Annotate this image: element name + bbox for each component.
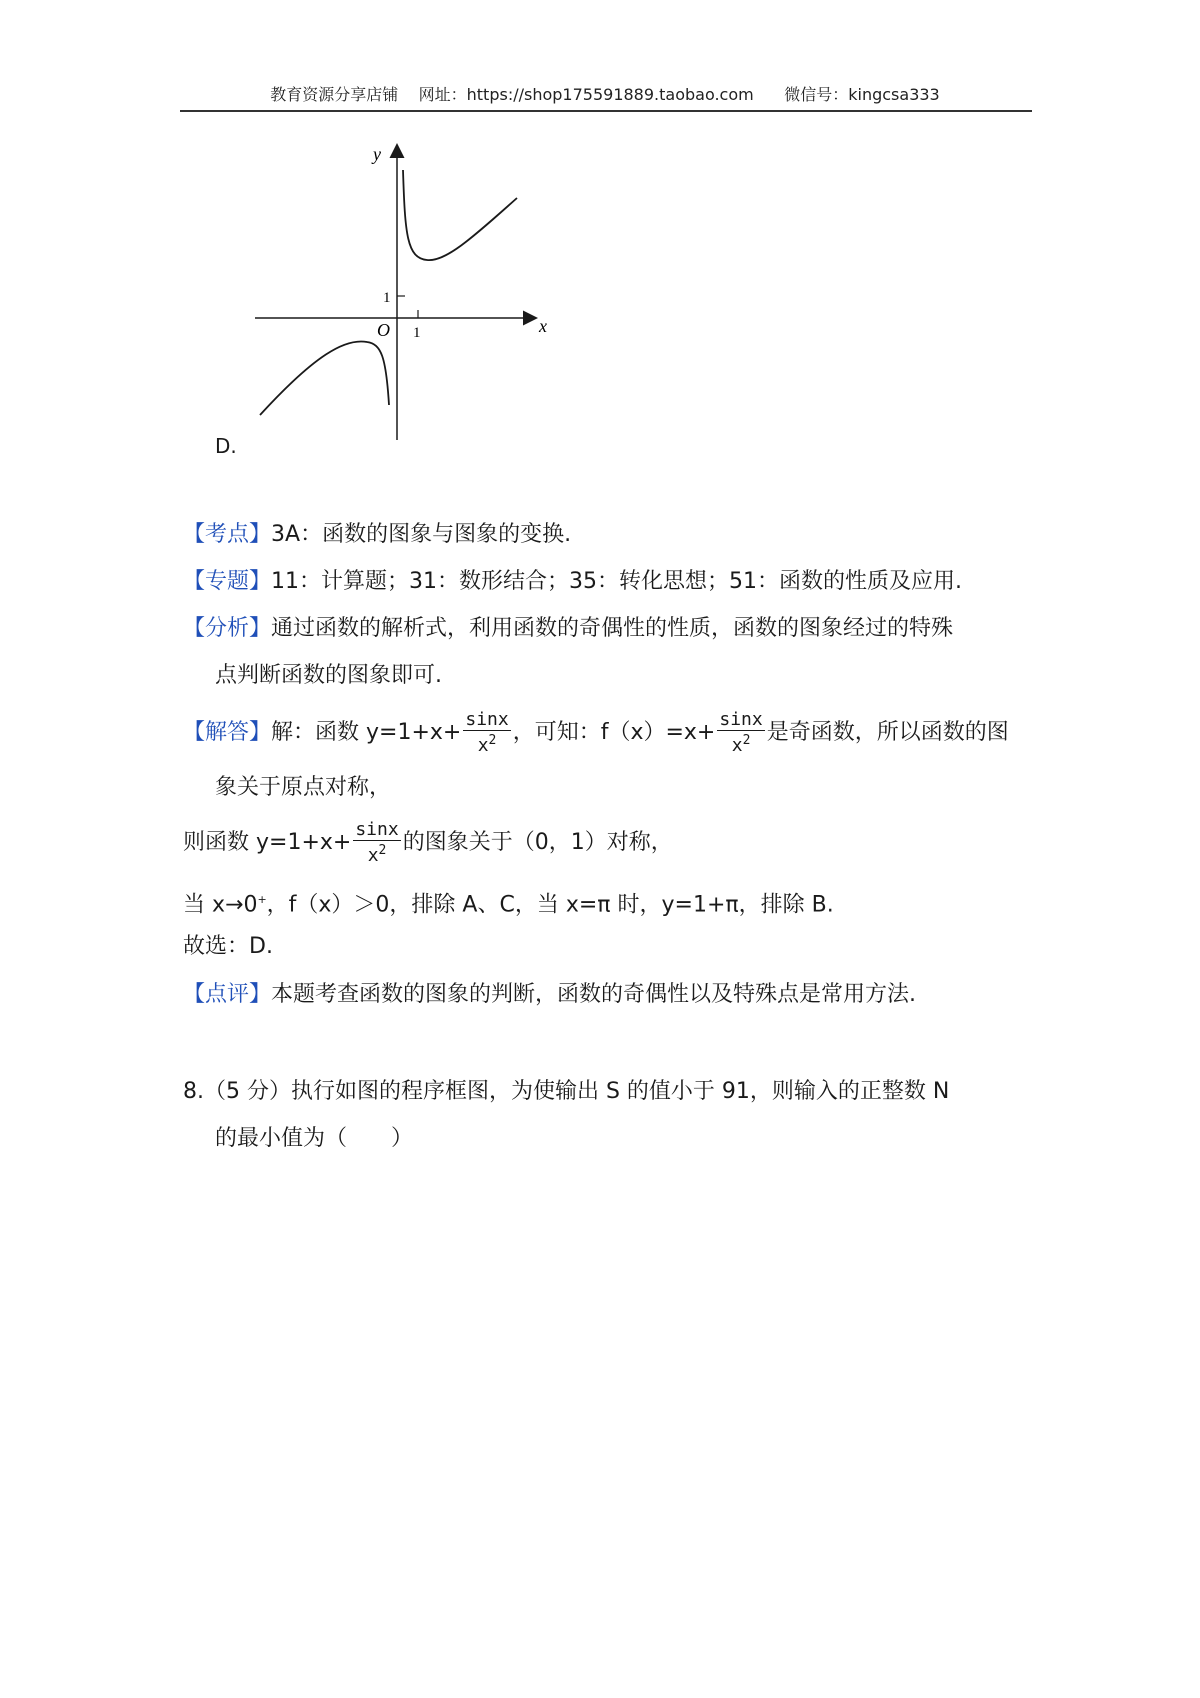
fraction-sinx-over-x2: $\frac{\sin x}{x^2}$ <box>465 709 509 756</box>
jieda-line-2: 象关于原点对称， <box>215 775 392 800</box>
answer-line: 故选：D. <box>183 934 273 959</box>
question-8-line-1: 8.（5 分）执行如图的程序框图，为使输出 S 的值小于 91，则输入的正整数 N <box>183 1079 950 1104</box>
x-tick-label: 1 <box>413 325 421 341</box>
header-divider <box>180 110 1032 112</box>
y-tick-label: 1 <box>383 290 391 306</box>
fenxi-line: 【分析】通过函数的解析式，利用函数的奇偶性的性质，函数的图象经过的特殊 <box>183 616 954 641</box>
question-8-line-2: 的最小值为（ ） <box>215 1126 414 1151</box>
jieda-line: 【解答】解：函数 y=1+x+ $\frac{\sin x}{x^2}$ ，可知：f（x）=x+ $\frac{\sin x}{x^2}$ 是奇函数，所以函数的图 <box>183 709 1009 756</box>
dianping-line: 【点评】本题考查函数的图象的判断，函数的奇偶性以及特殊点是常用方法. <box>183 982 917 1007</box>
curve-left-branch <box>260 341 389 415</box>
fraction-sinx-over-x2: $\frac{\sin x}{x^2}$ <box>355 819 399 866</box>
fraction-sinx-over-x2: $\frac{\sin x}{x^2}$ <box>719 709 763 756</box>
page-header: 教育资源分享店铺 网址：https://shop175591889.taobao.com 微信号：kingcsa333 <box>270 85 940 104</box>
curve-right-branch <box>403 170 517 260</box>
y-axis-label: y <box>373 144 381 164</box>
fenxi-line-2: 点判断函数的图象即可. <box>215 663 442 688</box>
solution-line-3: 则函数 y=1+x+ $\frac{\sin x}{x^2}$ 的图象关于（0，1）对称， <box>183 819 673 866</box>
option-d-label: D. <box>215 434 237 458</box>
origin-label: O <box>377 320 390 340</box>
function-graph <box>255 140 555 460</box>
solution-line-4: 当 x→0+，f（x）＞0，排除 A、C，当 x=π 时，y=1+π，排除 B. <box>183 892 834 918</box>
zhuanti-line: 【专题】11：计算题；31：数形结合；35：转化思想；51：函数的性质及应用. <box>183 569 962 594</box>
kaodian-line: 【考点】3A：函数的图象与图象的变换. <box>183 522 572 547</box>
x-axis-label: x <box>539 316 547 336</box>
